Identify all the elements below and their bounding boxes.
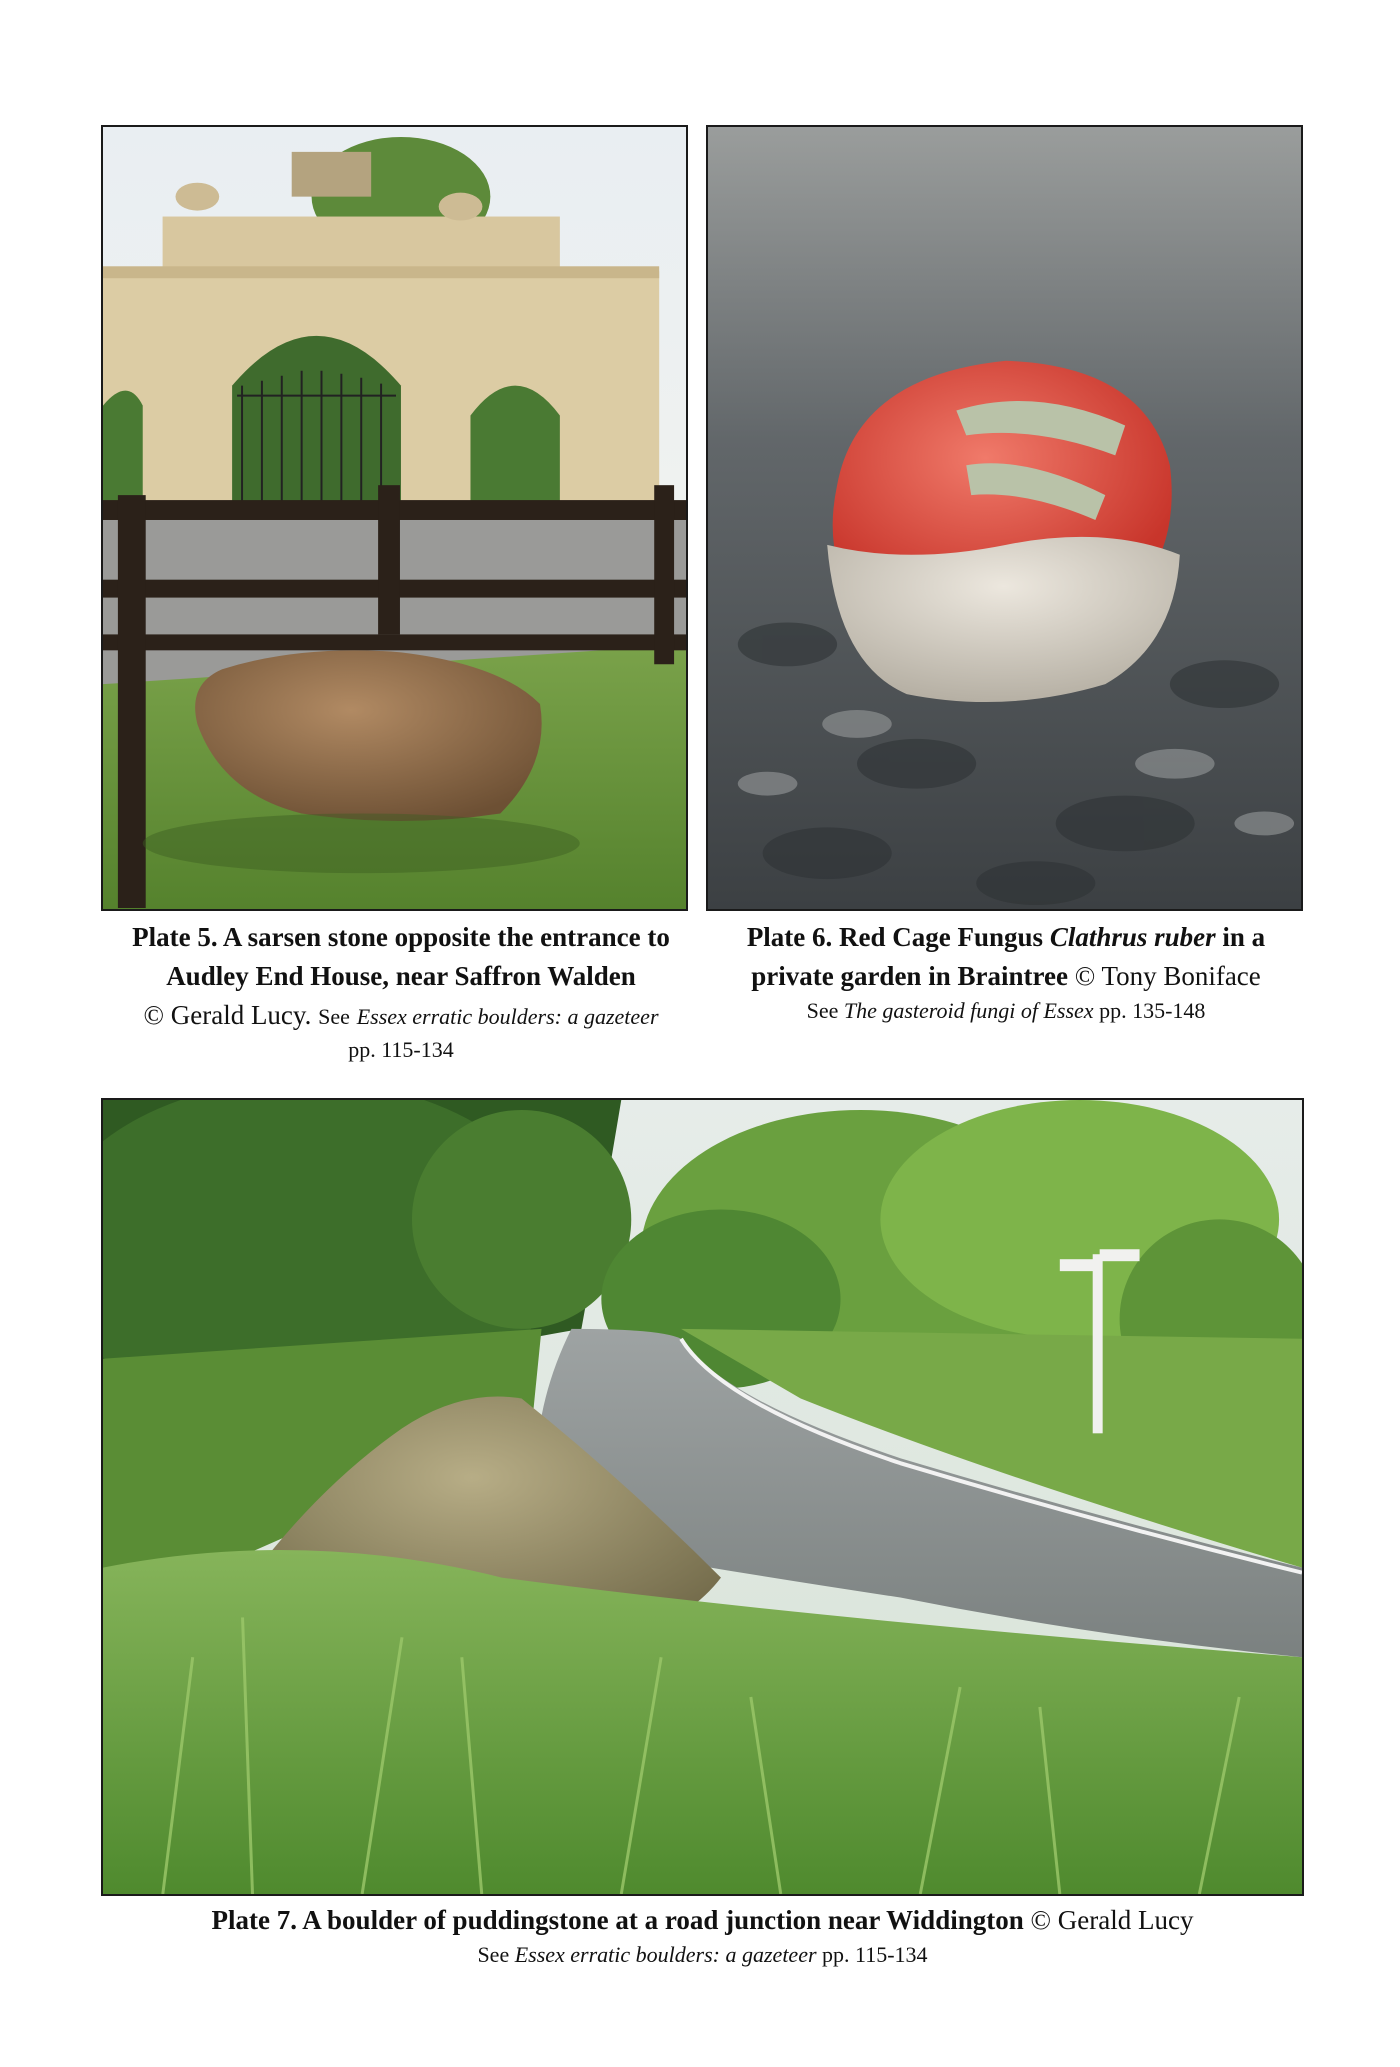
plate-7-see-row <box>101 1940 1304 1970</box>
plate-7-see-pages: pp. 115-134 <box>822 1942 928 1967</box>
plate-5-caption <box>101 918 701 1065</box>
plate-6-see-pages: pp. 135-148 <box>1099 998 1206 1023</box>
plate-6-see-title: The gasteroid fungi of Essex <box>843 998 1094 1023</box>
plate-7-see-prefix: See <box>477 1942 510 1967</box>
plate-5-see-prefix: See <box>318 1004 350 1029</box>
plate-7-credit: © Gerald Lucy <box>1030 1905 1194 1935</box>
puddingstone-boulder-photo <box>103 1100 1302 1894</box>
plate-7-caption <box>101 1901 1304 1970</box>
plate-6-species: Clathrus ruber <box>1049 922 1216 952</box>
sarsen-stone-photo <box>103 127 686 909</box>
plate-6-credit: © Tony Boniface <box>1074 961 1261 991</box>
plate-6-see-prefix: See <box>806 998 839 1023</box>
plate-7-caption-row <box>101 1901 1304 1940</box>
red-cage-fungus-photo <box>708 127 1301 909</box>
plate-6-caption-suffix: in a <box>1222 922 1266 952</box>
plate-7-see-title: Essex erratic boulders: a gazeteer <box>514 1942 817 1967</box>
plate-5-see-pages: pp. 115-134 <box>348 1037 454 1062</box>
plate-6-see-row <box>706 996 1306 1026</box>
plate-5-credit: © Gerald Lucy. <box>143 1000 312 1030</box>
plate-7-caption-title: Plate 7. A boulder of puddingstone at a road junction near Widdington <box>211 1905 1024 1935</box>
plate-6-caption <box>706 918 1306 1026</box>
plate-5-see-title: Essex erratic boulders: a gazeteer <box>356 1004 659 1029</box>
plate-6-caption-line2: private garden in Braintree <box>751 961 1068 991</box>
plate-6-caption-line2-row <box>706 957 1306 996</box>
plate-5-caption-line1: Plate 5. A sarsen stone opposite the entrance to <box>132 922 670 952</box>
plate-5-credit-row <box>101 996 701 1035</box>
plate-6-caption-line1 <box>706 918 1306 957</box>
plate-6-caption-prefix: Plate 6. Red Cage Fungus <box>746 922 1044 952</box>
plate-5-caption-line2: Audley End House, near Saffron Walden <box>166 961 636 991</box>
plate-6-photo <box>706 125 1303 911</box>
plate-5-photo <box>101 125 688 911</box>
plate-7-photo <box>101 1098 1304 1896</box>
